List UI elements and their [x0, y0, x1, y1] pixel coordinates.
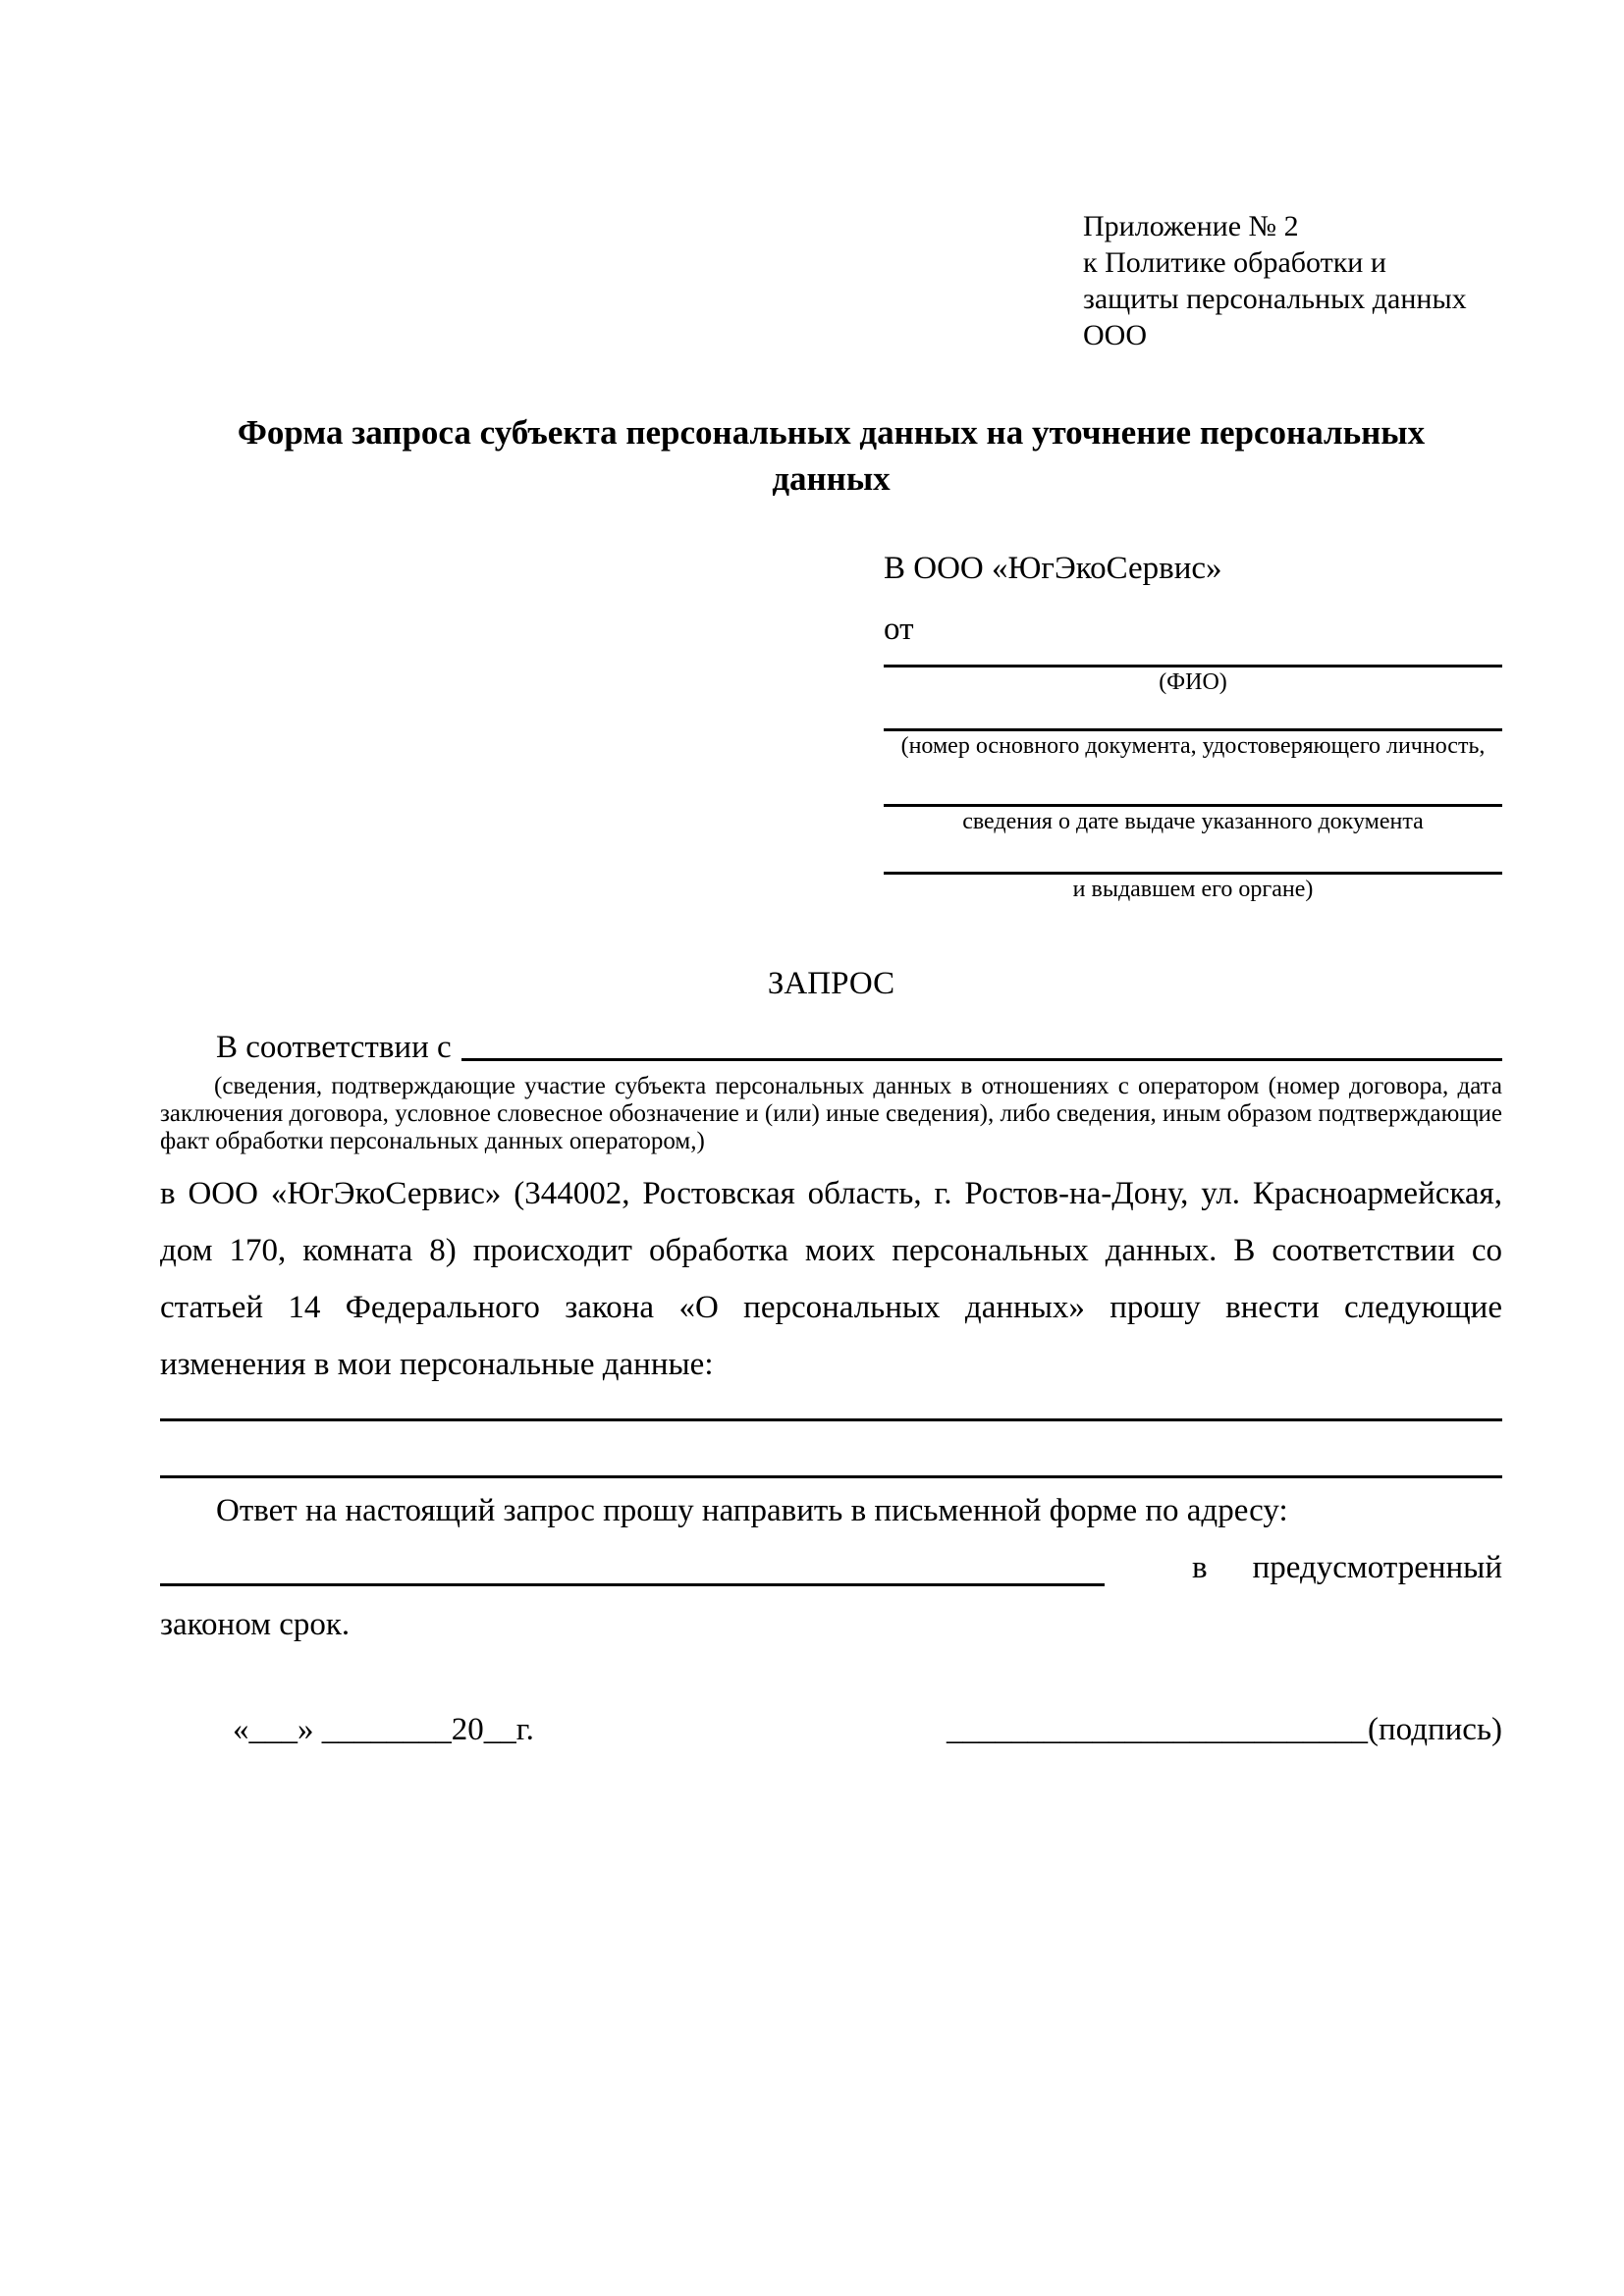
reply-word-in: в	[1192, 1550, 1208, 1585]
accordance-footnote: (сведения, подтверждающие участие субъекта персональных данных в отношениях с оператором (номер договора, дата заключения договора, условное словесное обозначение и (или) иные сведения), либо сведения, иным образом подтверждающие факт обработки персональных данных оператором,)	[160, 1073, 1502, 1154]
document-content	[160, 0, 1502, 1749]
address-blank-line	[160, 1583, 1105, 1586]
reply-word-stipulated: предусмотренный	[1252, 1550, 1502, 1585]
fio-blank-line	[884, 649, 1502, 667]
request-heading: ЗАПРОС	[767, 966, 895, 1001]
issue-date-caption: сведения о дате выдаче указанного документа	[962, 809, 1424, 834]
recipient-block	[884, 549, 1502, 904]
accordance-blank-line	[461, 1058, 1502, 1061]
accordance-row	[160, 1028, 1502, 1067]
date-signature-row	[160, 1710, 1502, 1749]
appendix-note-line-1: Приложение № 2	[1083, 210, 1299, 242]
reply-tail: законом срок.	[160, 1607, 351, 1642]
reply-address-row	[160, 1539, 1502, 1596]
appendix-note-line-2: к Политике обработки и	[1083, 246, 1386, 279]
signature-blank-line: __________________________	[947, 1712, 1368, 1747]
appendix-note	[1083, 208, 1502, 353]
recipient-organization: В ООО «ЮгЭкоСервис»	[884, 551, 1222, 586]
appendix-note-line-3: защиты персональных данных	[1083, 283, 1467, 315]
document-number-caption: (номер основного документа, удостоверяющего личность,	[900, 733, 1486, 759]
changes-blank-line-1	[160, 1393, 1502, 1421]
fio-caption: (ФИО)	[1159, 669, 1227, 695]
signature-area	[947, 1710, 1502, 1749]
from-label: от	[884, 612, 914, 647]
appendix-note-line-4: ООО	[1083, 319, 1147, 351]
changes-blank-line-2	[160, 1421, 1502, 1478]
document-title: Форма запроса субъекта персональных данных на уточнение персональных данных	[237, 413, 1426, 498]
issue-date-blank-line	[884, 761, 1502, 807]
document-number-blank-line	[884, 697, 1502, 731]
signature-caption: (подпись)	[1368, 1712, 1502, 1747]
accordance-label: В соответствии с	[216, 1030, 452, 1065]
reply-sentence: Ответ на настоящий запрос прошу направить в письменной форме по адресу:	[216, 1493, 1288, 1528]
issuing-authority-blank-line	[884, 836, 1502, 875]
issuing-authority-caption: и выдавшем его органе)	[1072, 877, 1314, 902]
date-placeholder: «___» ________20__г.	[233, 1712, 534, 1747]
main-paragraph: в ООО «ЮгЭкоСервис» (344002, Ростовская область, г. Ростов-на-Дону, ул. Красноармейская, дом 170, комната 8) происходит обработка моих персональных данных. В соответствии со статьей 14 Федерального закона «О персональных данных» прошу внести следующие изменения в мои персональные данные:	[160, 1176, 1502, 1382]
